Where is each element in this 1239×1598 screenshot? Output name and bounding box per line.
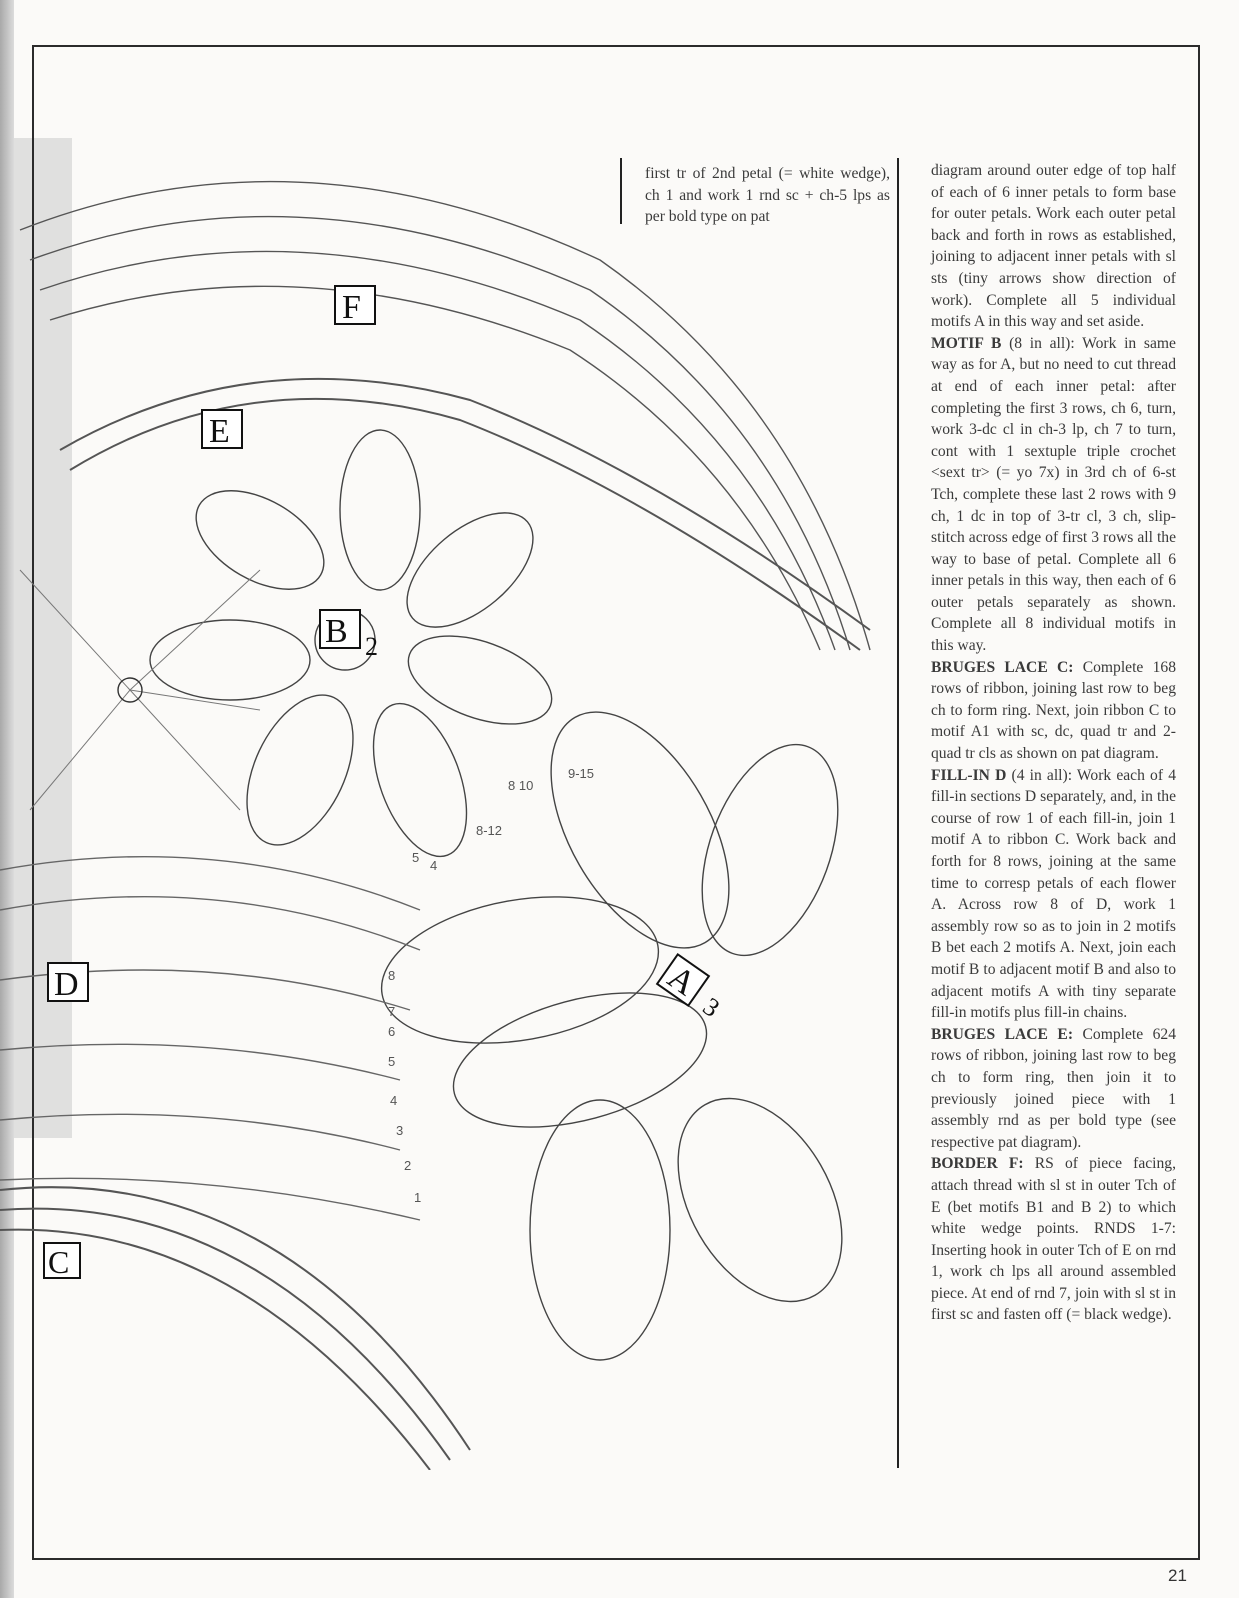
- page-number: 21: [1168, 1566, 1187, 1585]
- row-number: 5: [388, 1054, 396, 1069]
- label-f: [335, 286, 375, 326]
- row-number: 1: [414, 1190, 422, 1205]
- row-number: 5: [412, 850, 420, 865]
- label-c: [44, 1243, 80, 1280]
- paragraph-motif-b: [931, 333, 1176, 657]
- fill-d-count: (4 in all):: [1011, 766, 1073, 784]
- svg-text:F: F: [342, 289, 361, 326]
- svg-text:A: A: [660, 958, 703, 1004]
- row-number: 4: [390, 1093, 398, 1108]
- intro-paragraph: first tr of 2nd petal (= white wedge), ch 1 and work 1 rnd sc + ch-5 lps as per bold type on pat: [645, 165, 890, 226]
- row-number: 3: [396, 1123, 404, 1138]
- paragraph-border-f: [931, 1153, 1176, 1326]
- row-number: 8-12: [476, 823, 503, 838]
- row-number: 7: [388, 1004, 396, 1019]
- fill-d-text: Work each of 4 fill-in sections D separately, and, in the course of row 1 of each fill-in, join 1 motif A to ribbon C. Work back and forth for 8 rows, joining at the same time to corresp petals of each flower A. Across row 8 of D, work 1 assembly row so as to join in 2 motifs B bet each 2 motifs A. Next, join each motif B to adjacent motif B and also to adjacent motifs A with tiny separate fill-in motifs plus fill-in chains.: [931, 766, 1176, 1022]
- crochet-pattern-diagram: [0, 150, 880, 1470]
- row-number: 2: [404, 1158, 412, 1173]
- svg-text:2: 2: [365, 632, 378, 661]
- row-number: 8 10: [508, 778, 534, 793]
- column-rule-left: [620, 158, 622, 224]
- row-number: 4: [430, 858, 438, 873]
- border-f-heading: BORDER F:: [931, 1155, 1024, 1173]
- lace-c-text: Complete 168 rows of ribbon, joining last row to beg ch to form ring. Next, join ribbon C to motif A1 with sc, dc, quad tr and 2-quad tr cls as shown on pat diagram.: [931, 658, 1176, 763]
- row-number: 8: [388, 968, 396, 983]
- paragraph-lace-e: [931, 1024, 1176, 1154]
- lace-c-heading: BRUGES LACE C:: [931, 658, 1074, 676]
- paragraph-fill-d: [931, 765, 1176, 1024]
- paragraph-motif-a-end: diagram around outer edge of top half of each of 6 inner petals to form base for outer petals. Work each outer petal back and forth in rows as established, joining to adjacent inner petals with sl sts (tiny arrows show direction of work). Complete all 5 individual motifs A in this way and set aside.: [931, 162, 1176, 331]
- lace-e-text: Complete 624 rows of ribbon, joining last row to beg ch to form ring, then join it to previously joined piece with 1 assembly rnd as per bold type (see respective pat diagram).: [931, 1025, 1177, 1151]
- motif-b-text: Work in same way as for A, but no need to cut thread at end of each inner petal: after completing the first 3 rows, ch 6, turn, work 3-dc cl in ch-3 lp, ch 7 to turn, cont with 1 sextuple triple crochet <sext tr> (= yo 7x) in 3rd ch of 6-st Tch, complete these last 2 rows with 9 ch, 1 dc in top of 3-tr cl, 3 ch, slip-stitch across edge of first 3 rows all the way to base of petal. Complete all 6 inner petals in this way, then each of 6 outer petals separately as shown. Complete all 8 individual motifs in this way.: [931, 334, 1176, 655]
- border-f-text: RS of piece facing, attach thread with sl st in outer Tch of E (bet motifs B1 and B 2) to which white wedge points. RNDS 1-7: Inserting hook in outer Tch of E on rnd 1, work ch lps all around assembled piece. At end of rnd 7, join with sl st in first sc and fasten off (= black wedge).: [931, 1155, 1177, 1324]
- motif-b-heading: MOTIF B: [931, 334, 1002, 352]
- label-d: [48, 963, 88, 1003]
- label-b: [320, 610, 378, 661]
- motif-b-count: (8 in all):: [1009, 334, 1075, 352]
- fill-d-heading: FILL-IN D: [931, 766, 1007, 784]
- intro-text-block: [645, 163, 890, 228]
- label-e: [202, 410, 242, 450]
- svg-text:B: B: [325, 613, 348, 650]
- column-rule-right: [897, 158, 899, 1468]
- svg-text:3: 3: [697, 991, 725, 1023]
- paragraph-lace-c: [931, 657, 1176, 765]
- svg-text:C: C: [48, 1244, 70, 1280]
- lace-e-heading: BRUGES LACE E:: [931, 1025, 1074, 1043]
- svg-text:D: D: [54, 966, 79, 1003]
- row-number: 6: [388, 1024, 396, 1039]
- instructions-column: [931, 160, 1176, 1326]
- row-number: 9-15: [568, 766, 595, 781]
- label-a: [657, 954, 725, 1022]
- svg-text:E: E: [209, 413, 230, 450]
